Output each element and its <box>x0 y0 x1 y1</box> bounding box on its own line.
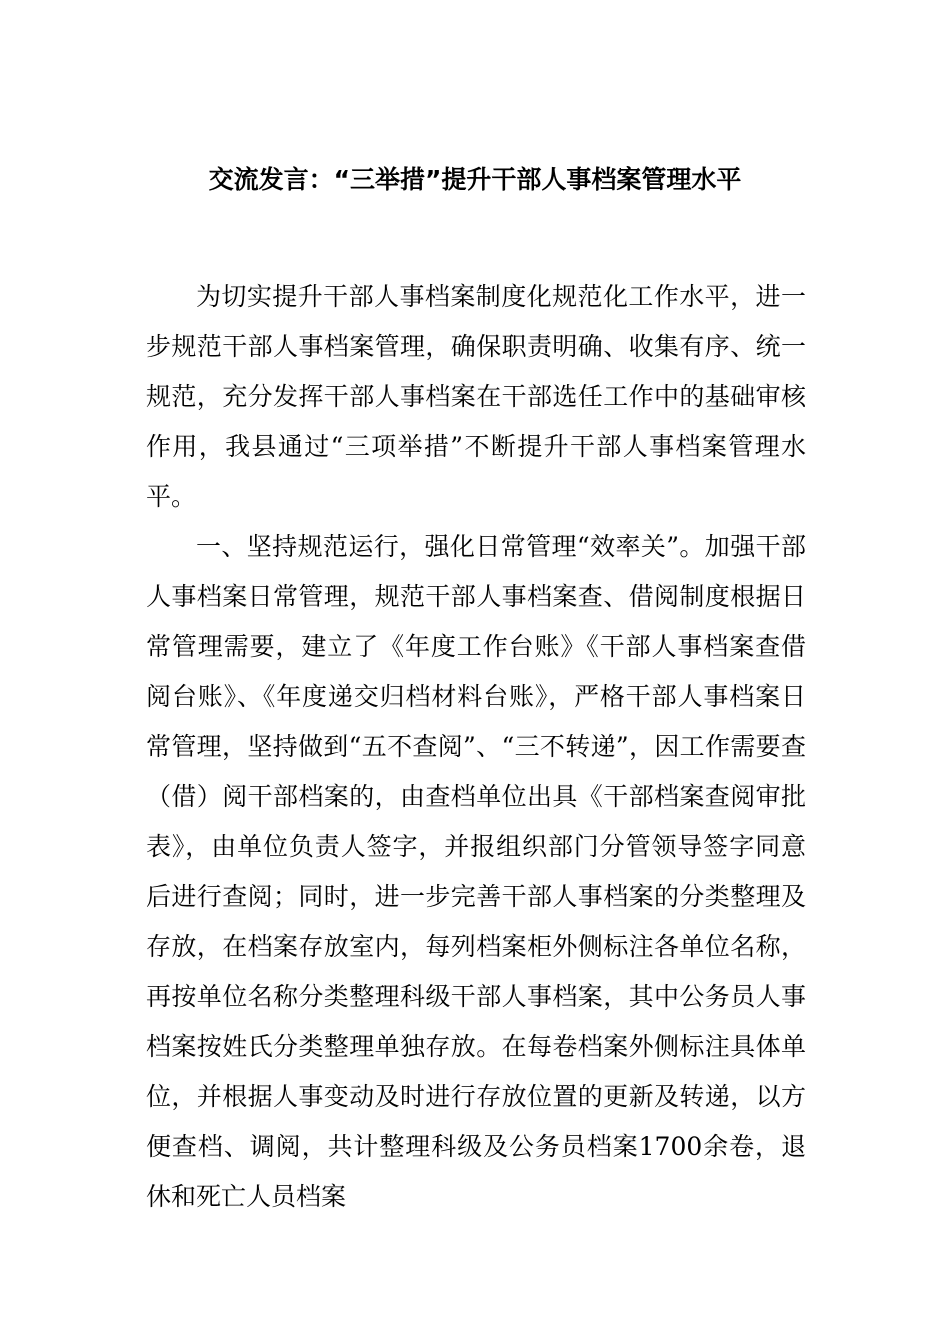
paragraph-intro: 为切实提升干部人事档案制度化规范化工作水平，进一步规范干部人事档案管理，确保职责明确、收集有序、统一规范，充分发挥干部人事档案在干部选任工作中的基础审核作用，我县通过“三项举措”不断提升干部人事档案管理水平。 <box>146 282 806 511</box>
document-title: 交流发言：“三举措”提升干部人事档案管理水平 <box>208 165 742 194</box>
paragraph-measure-one: 一、坚持规范运行，强化日常管理“效率关”。加强干部人事档案日常管理，规范干部人事档案查、借阅制度根据日常管理需要，建立了《年度工作台账》《干部人事档案查借阅台账》、《年度递交归档材料台账》，严格干部人事档案日常管理，坚持做到“五不查阅”、“三不转递”，因工作需要查（借）阅干部档案的，由查档单位出具《干部档案查阅审批表》，由单位负责人签字，并报组织部门分管领导签字同意后进行查阅；同时，进一步完善干部人事档案的分类整理及存放，在档案存放室内，每列档案柜外侧标注各单位名称，再按单位名称分类整理科级干部人事档案，其中公务员人事档案按姓氏分类整理单独存放。在每卷档案外侧标注具体单位，并根据人事变动及时进行存放位置的更新及转递，以方便查档、调阅，共计整理科级及公务员档案1700余卷，退休和死亡人员档案 <box>146 532 806 1211</box>
document-body <box>146 272 806 1222</box>
